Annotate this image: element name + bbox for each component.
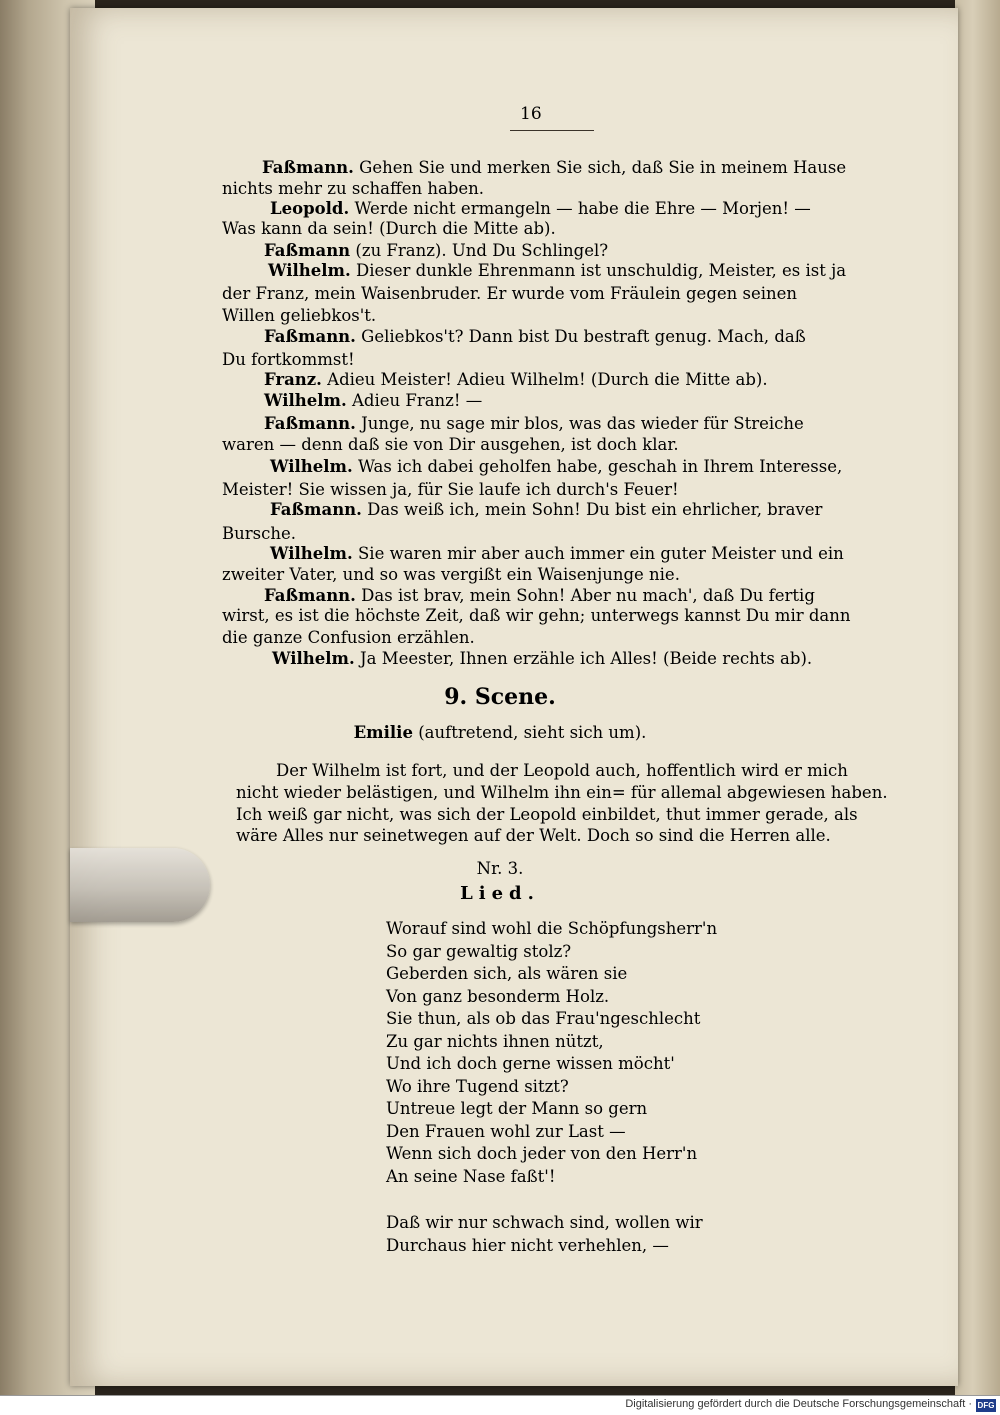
scene-heading: 9. Scene. — [444, 684, 556, 710]
line-text: Adieu Meister! Adieu Wilhelm! (Durch die Mitte ab). — [321, 370, 768, 389]
dialogue-line — [268, 260, 898, 282]
speaker-name: Wilhelm. — [270, 544, 353, 563]
dialogue-line — [262, 157, 898, 179]
monologue-line: nicht wieder belästigen, und Wilhelm ihn ein= für allemal abgewiesen haben. — [236, 783, 888, 802]
scene-speaker: Emilie — [353, 723, 413, 742]
line-text: die ganze Confusion erzählen. — [222, 628, 475, 647]
speaker-name: Faßmann. — [262, 158, 354, 177]
monologue-line: wäre Alles nur seinetwegen auf der Welt. Doch so sind die Herren alle. — [236, 826, 831, 845]
verse-line: So gar gewaltig stolz? — [386, 941, 572, 961]
dfg-logo: DFG — [977, 1401, 995, 1410]
page-number: 16 — [520, 104, 542, 124]
dialogue-line — [264, 240, 608, 262]
verse-line: Sie thun, als ob das Frau'ngeschlecht — [386, 1009, 701, 1028]
speaker-name: Faßmann — [264, 241, 351, 260]
line-text: Das ist brav, mein Sohn! Aber nu mach', daß Du fertig — [355, 586, 815, 605]
line-text: Meister! Sie wissen ja, für Sie laufe ich durch's Feuer! — [222, 480, 679, 499]
verse-line: Worauf sind wohl die Schöpfungsherr'n — [386, 919, 718, 938]
page-number-rule — [510, 130, 594, 131]
speaker-name: Franz. — [264, 370, 322, 389]
dialogue-line — [222, 627, 475, 649]
dialogue-line — [222, 523, 296, 545]
line-text: waren — denn daß sie von Dir ausgehen, ist doch klar. — [222, 435, 679, 454]
speaker-name: Wilhelm. — [270, 457, 353, 476]
scene-direction-text: (auftretend, sieht sich um). — [412, 723, 647, 742]
dialogue-line — [222, 305, 376, 327]
monologue-line: Ich weiß gar nicht, was sich der Leopold einbildet, thut immer gerade, als — [236, 805, 858, 824]
verse-line: Und ich doch gerne wissen möcht' — [386, 1054, 675, 1073]
verse-line: Daß wir nur schwach sind, wollen wir — [386, 1213, 703, 1232]
line-text: Dieser dunkle Ehrenmann ist unschuldig, Meister, es ist ja — [350, 261, 847, 280]
dialogue-line — [222, 605, 904, 627]
line-text: der Franz, mein Waisenbruder. Er wurde vom Fräulein gegen seinen — [222, 284, 798, 303]
verse-line: An seine Nase faßt'! — [386, 1166, 556, 1186]
speaker-name: Faßmann. — [270, 500, 362, 519]
line-text: Junge, nu sage mir blos, was das wieder für Streiche — [355, 414, 804, 433]
dialogue-line — [264, 585, 904, 607]
verse-line: Durchaus hier nicht verhehlen, — — [386, 1235, 669, 1255]
line-text: (zu Franz). Und Du Schlingel? — [350, 241, 609, 260]
dialogue-line — [222, 218, 556, 240]
dialogue-line — [270, 198, 898, 220]
digitization-footer — [0, 1395, 1000, 1415]
verse-line: Geberden sich, als wären sie — [386, 964, 628, 983]
dialogue-line — [222, 564, 680, 586]
line-text: Was kann da sein! (Durch die Mitte ab). — [222, 219, 556, 238]
dialogue-line — [222, 479, 679, 501]
line-text: zweiter Vater, und so was vergißt ein Waisenjunge nie. — [222, 565, 680, 584]
dialogue-line — [264, 390, 482, 412]
line-text: Bursche. — [222, 524, 296, 543]
song-number: Nr. 3. — [476, 859, 524, 878]
speaker-name: Faßmann. — [264, 586, 356, 605]
dialogue-line — [270, 499, 904, 521]
dialogue-line — [222, 283, 898, 305]
scene-stage-direction — [0, 722, 1000, 744]
line-text: Das weiß ich, mein Sohn! Du bist ein ehrlicher, braver — [361, 500, 823, 519]
verse-line: Den Frauen wohl zur Last — — [386, 1121, 626, 1141]
speaker-name: Faßmann. — [264, 414, 356, 433]
speaker-name: Leopold. — [270, 199, 350, 218]
line-text: Werde nicht ermangeln — habe die Ehre — Morjen! — — [349, 199, 811, 218]
dialogue-line — [264, 413, 904, 435]
dialogue-line — [270, 543, 904, 565]
line-text: nichts mehr zu schaffen haben. — [222, 179, 485, 198]
footer-credit: Digitalisierung gefördert durch die Deutsche Forschungsgemeinschaft · — [625, 1398, 972, 1410]
line-text: Was ich dabei geholfen habe, geschah in Ihrem Interesse, — [352, 457, 843, 476]
dialogue-line — [222, 434, 679, 456]
dialogue-line — [272, 648, 812, 670]
dialogue-line — [222, 178, 484, 200]
dialogue-line — [222, 349, 355, 371]
dialogue-line — [264, 326, 898, 348]
line-text: Willen geliebkos't. — [222, 306, 377, 325]
verse-line: Von ganz besonderm Holz. — [386, 986, 610, 1006]
line-text: Gehen Sie und merken Sie sich, daß Sie in meinem Hause — [353, 158, 847, 177]
line-text: Ja Meester, Ihnen erzähle ich Alles! (Beide rechts ab). — [354, 649, 813, 668]
dialogue-line — [264, 369, 768, 391]
speaker-name: Wilhelm. — [272, 649, 355, 668]
speaker-name: Wilhelm. — [268, 261, 351, 280]
verse-line: Wenn sich doch jeder von den Herr'n — [386, 1144, 698, 1163]
line-text: Adieu Franz! — — [346, 391, 483, 410]
speaker-name: Faßmann. — [264, 327, 356, 346]
line-text: Geliebkos't? Dann bist Du bestraft genug. Mach, daß — [355, 327, 806, 346]
speaker-name: Wilhelm. — [264, 391, 347, 410]
line-text: wirst, es ist die höchste Zeit, daß wir gehn; unterwegs kannst Du mir dann — [222, 606, 851, 625]
verse-line: Untreue legt der Mann so gern — [386, 1099, 648, 1118]
verse-line: Zu gar nichts ihnen nützt, — [386, 1031, 604, 1051]
line-text: Sie waren mir aber auch immer ein guter Meister und ein — [352, 544, 844, 563]
verse-line: Wo ihre Tugend sitzt? — [386, 1076, 569, 1096]
monologue-line: Der Wilhelm ist fort, und der Leopold auch, hoffentlich wird er mich — [276, 761, 848, 780]
song-title: Lied. — [460, 883, 540, 904]
dialogue-line — [270, 456, 904, 478]
line-text: Du fortkommst! — [222, 350, 355, 369]
